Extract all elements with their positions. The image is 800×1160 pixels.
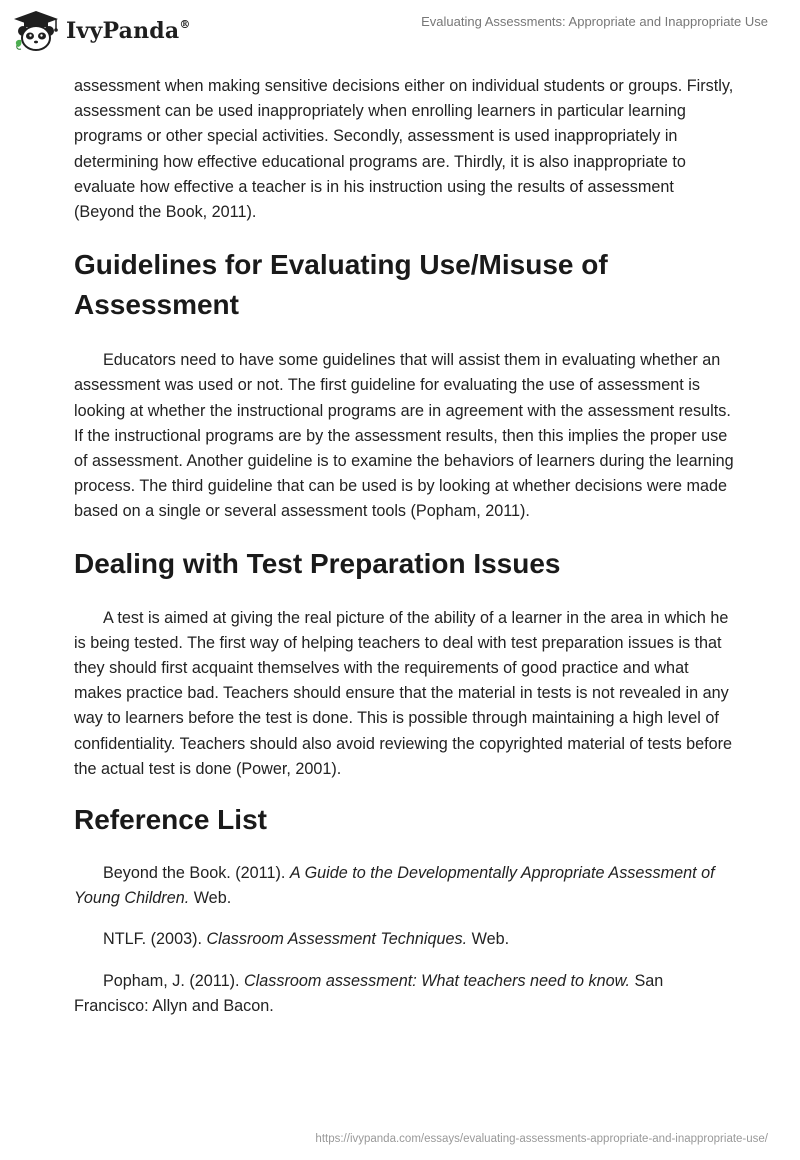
document-title: Evaluating Assessments: Appropriate and Inappropriate Use	[421, 14, 768, 29]
section-heading-guidelines: Guidelines for Evaluating Use/Misuse of Assessment	[74, 249, 608, 321]
brand-name: IvyPanda®	[66, 17, 191, 44]
essay-content	[74, 70, 734, 1019]
intro-paragraph: assessment when making sensitive decisions either on individual students or groups. Firstly, assessment can be used inappropriately when enrolling learners in particular learning programs or other special activities. Secondly, assessment is used inappropriately in determining how effective educational programs are. Thirdly, it is also inappropriate to evaluate how effective a teacher is in his instruction using the results of assessment (Beyond the Book, 2011).	[74, 77, 734, 222]
reference-item: Popham, J. (2011). Classroom assessment: What teachers need to know. San Francisco: Allyn and Bacon.	[74, 971, 664, 1015]
source-url[interactable]: https://ivypanda.com/essays/evaluating-assessments-appropriate-and-inappropriate-use/	[315, 1133, 768, 1145]
section-paragraph-guidelines: Educators need to have some guidelines that will assist them in evaluating whether an assessment was used or not. The first guideline for evaluating the use of assessment is looking at whether the instructional programs are in agreement with the assessment results. If the instructional programs are by the assessment results, then this implies the proper use of assessment. Another guideline is to examine the behaviors of learners during the learning process. The third guideline that can be used is by looking at whether decisions were made based on a single or several assessment tools (Popham, 2011).	[74, 351, 734, 521]
ivypanda-logo[interactable]	[12, 9, 191, 53]
section-heading-test-preparation: Dealing with Test Preparation Issues	[74, 547, 561, 579]
section-paragraph-test-preparation: A test is aimed at giving the real picture of the ability of a learner in the area in which he is being tested. The first way of helping teachers to deal with test preparation issues is that they should first acquaint themselves with the requirements of good practice and what makes practice bad. Teachers should ensure that the material in tests is not revealed in any way to learners before the test is done. This is possible through maintaining a high level of confidentiality. Teachers should also avoid reviewing the copyrighted material of tests before the actual test is done (Power, 2001).	[74, 608, 733, 778]
reference-item: Beyond the Book. (2011). A Guide to the Developmentally Appropriate Assessment of Young Children. Web.	[74, 864, 715, 908]
reference-item: NTLF. (2003). Classroom Assessment Techniques. Web.	[103, 930, 510, 949]
panda-graduation-icon	[12, 9, 60, 53]
reference-list-heading: Reference List	[74, 804, 267, 836]
page-header	[0, 0, 800, 70]
